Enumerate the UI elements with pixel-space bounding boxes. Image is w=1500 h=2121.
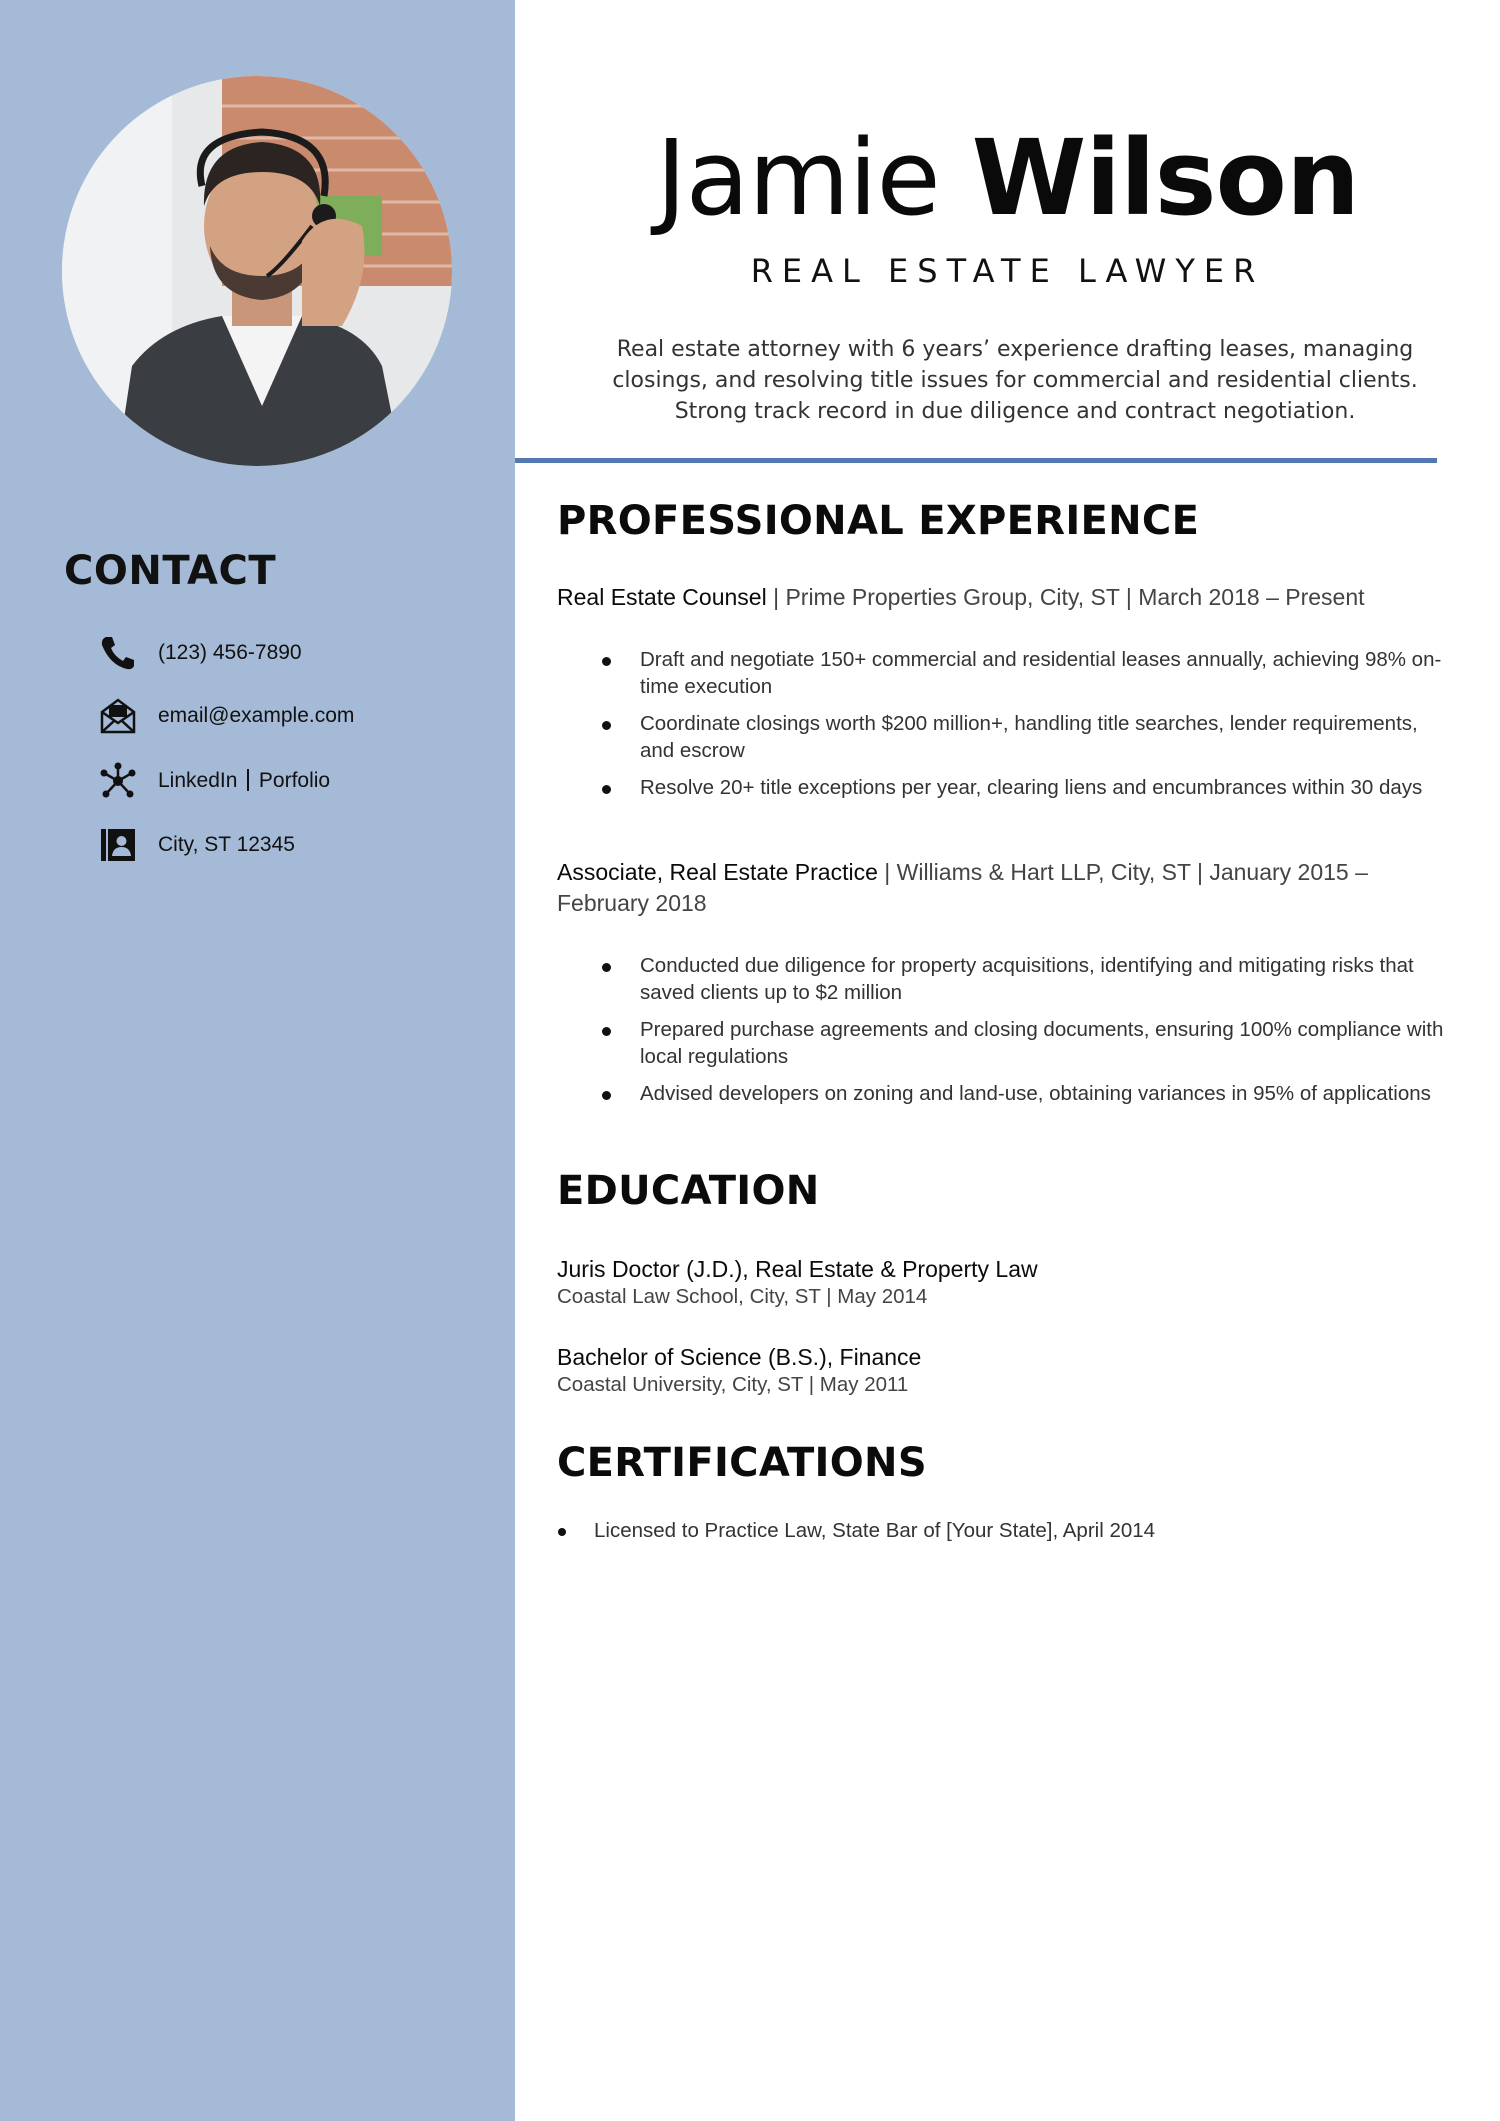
network-icon	[96, 759, 140, 803]
address-book-icon	[96, 823, 140, 867]
linkedin-link[interactable]: LinkedIn	[158, 769, 238, 792]
portfolio-link[interactable]: Porfolio	[258, 769, 331, 792]
job-entry-2	[557, 857, 1437, 919]
first-name: Jamie	[655, 117, 940, 239]
list-item: Coordinate closings worth $200 million+, handling title searches, lender requirements, and escrow	[585, 711, 1455, 764]
summary: Real estate attorney with 6 years’ experience drafting leases, managing closings, and resolving title issues for commercial and residential clients. Strong track record in due diligence and contract negotiation.	[612, 337, 1418, 424]
address-text: City, ST 12345	[158, 833, 295, 856]
main-content	[515, 0, 1500, 2121]
experience-heading: PROFESSIONAL EXPERIENCE	[557, 498, 1200, 544]
job-details: | Prime Properties Group, City, ST | March 2018 – Present	[766, 584, 1365, 610]
phone-number[interactable]: (123) 456-7890	[158, 641, 302, 664]
list-item: Draft and negotiate 150+ commercial and residential leases annually, achieving 98% on-time execution	[585, 647, 1455, 700]
job-2-bullets	[585, 953, 1455, 1119]
job-title: REAL ESTATE LAWYER	[750, 252, 1265, 290]
sidebar	[0, 0, 515, 2121]
job-entry-1	[557, 582, 1437, 613]
envelope-icon	[96, 694, 140, 738]
certifications-list	[557, 1518, 1437, 1544]
job-role: Real Estate Counsel	[557, 584, 767, 610]
full-name	[515, 118, 1500, 238]
last-name: Wilson	[971, 117, 1360, 239]
education-degree: Bachelor of Science (B.S.), Finance	[557, 1344, 922, 1370]
list-item: Prepared purchase agreements and closing documents, ensuring 100% compliance with local regulations	[585, 1017, 1455, 1070]
list-item: Licensed to Practice Law, State Bar of [Your State], April 2014	[557, 1518, 1437, 1544]
header-divider	[515, 458, 1437, 463]
job-role: Associate, Real Estate Practice	[557, 859, 878, 885]
education-heading: EDUCATION	[557, 1168, 820, 1214]
contact-email	[96, 691, 354, 741]
list-item: Conducted due diligence for property acquisitions, identifying and mitigating risks that saved clients up to $2 million	[585, 953, 1455, 1006]
list-item: Resolve 20+ title exceptions per year, clearing liens and encumbrances within 30 days	[585, 775, 1455, 802]
contact-phone	[96, 628, 302, 678]
education-degree: Juris Doctor (J.D.), Real Estate & Property Law	[557, 1256, 1038, 1282]
profile-photo	[62, 76, 452, 466]
education-school: Coastal Law School, City, ST | May 2014	[557, 1285, 928, 1308]
contact-heading: CONTACT	[64, 548, 277, 594]
link-divider	[247, 769, 249, 791]
list-item: Advised developers on zoning and land-use, obtaining variances in 95% of applications	[585, 1081, 1455, 1108]
contact-address	[96, 820, 295, 870]
certifications-heading: CERTIFICATIONS	[557, 1440, 927, 1486]
email-address[interactable]: email@example.com	[158, 704, 355, 727]
job-details: | Williams & Hart LLP, City, ST | January 2015 – February 2018	[557, 859, 1368, 916]
job-1-bullets	[585, 647, 1455, 813]
education-school: Coastal University, City, ST | May 2011	[557, 1373, 909, 1396]
contact-links	[96, 756, 330, 806]
phone-icon	[96, 631, 140, 675]
